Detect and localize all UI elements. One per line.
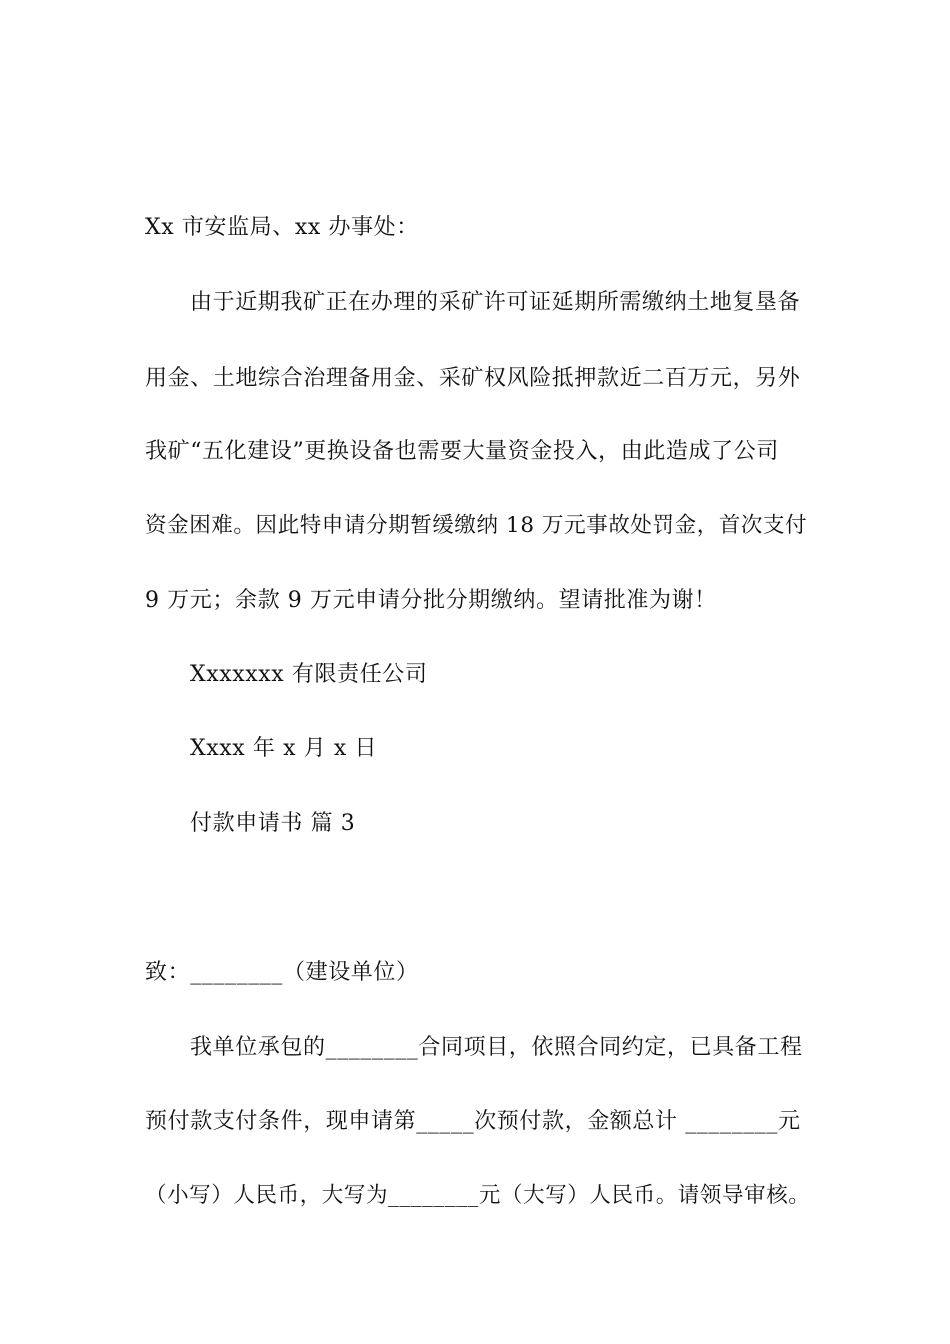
letter2-body-line-1: 我单位承包的________合同项目，依照合同约定，已具备工程 — [190, 1035, 803, 1060]
letter1-body-line-2: 用金、土地综合治理备用金、采矿权风险抵押款近二百万元，另外 — [145, 366, 801, 391]
letter2-body-line-3: （小写）人民币，大写为________元（大写）人民币。请领导审核。 — [145, 1183, 811, 1208]
letter2-body-line-2: 预付款支付条件，现申请第_____次预付款，金额总计 ________元 — [145, 1109, 801, 1134]
section-heading: 付款申请书 篇 3 — [190, 811, 356, 836]
letter1-signature-date: Xxxx 年 x 月 x 日 — [190, 736, 378, 761]
letter2-salutation: 致：________（建设单位） — [145, 960, 419, 985]
letter1-signature-company: Xxxxxxx 有限责任公司 — [190, 662, 428, 687]
letter1-body-line-4: 资金困难。因此特申请分期暂缓缴纳 18 万元事故处罚金，首次支付 — [145, 513, 808, 538]
letter1-salutation: Xx 市安监局、xx 办事处： — [145, 215, 419, 240]
letter1-body-line-5: 9 万元；余款 9 万元申请分批分期缴纳。望请批准为谢！ — [145, 588, 717, 613]
letter1-body-line-1: 由于近期我矿正在办理的采矿许可证延期所需缴纳土地复垦备 — [190, 290, 801, 315]
letter1-body-line-3: 我矿“五化建设”更换设备也需要大量资金投入，由此造成了公司 — [145, 439, 779, 464]
